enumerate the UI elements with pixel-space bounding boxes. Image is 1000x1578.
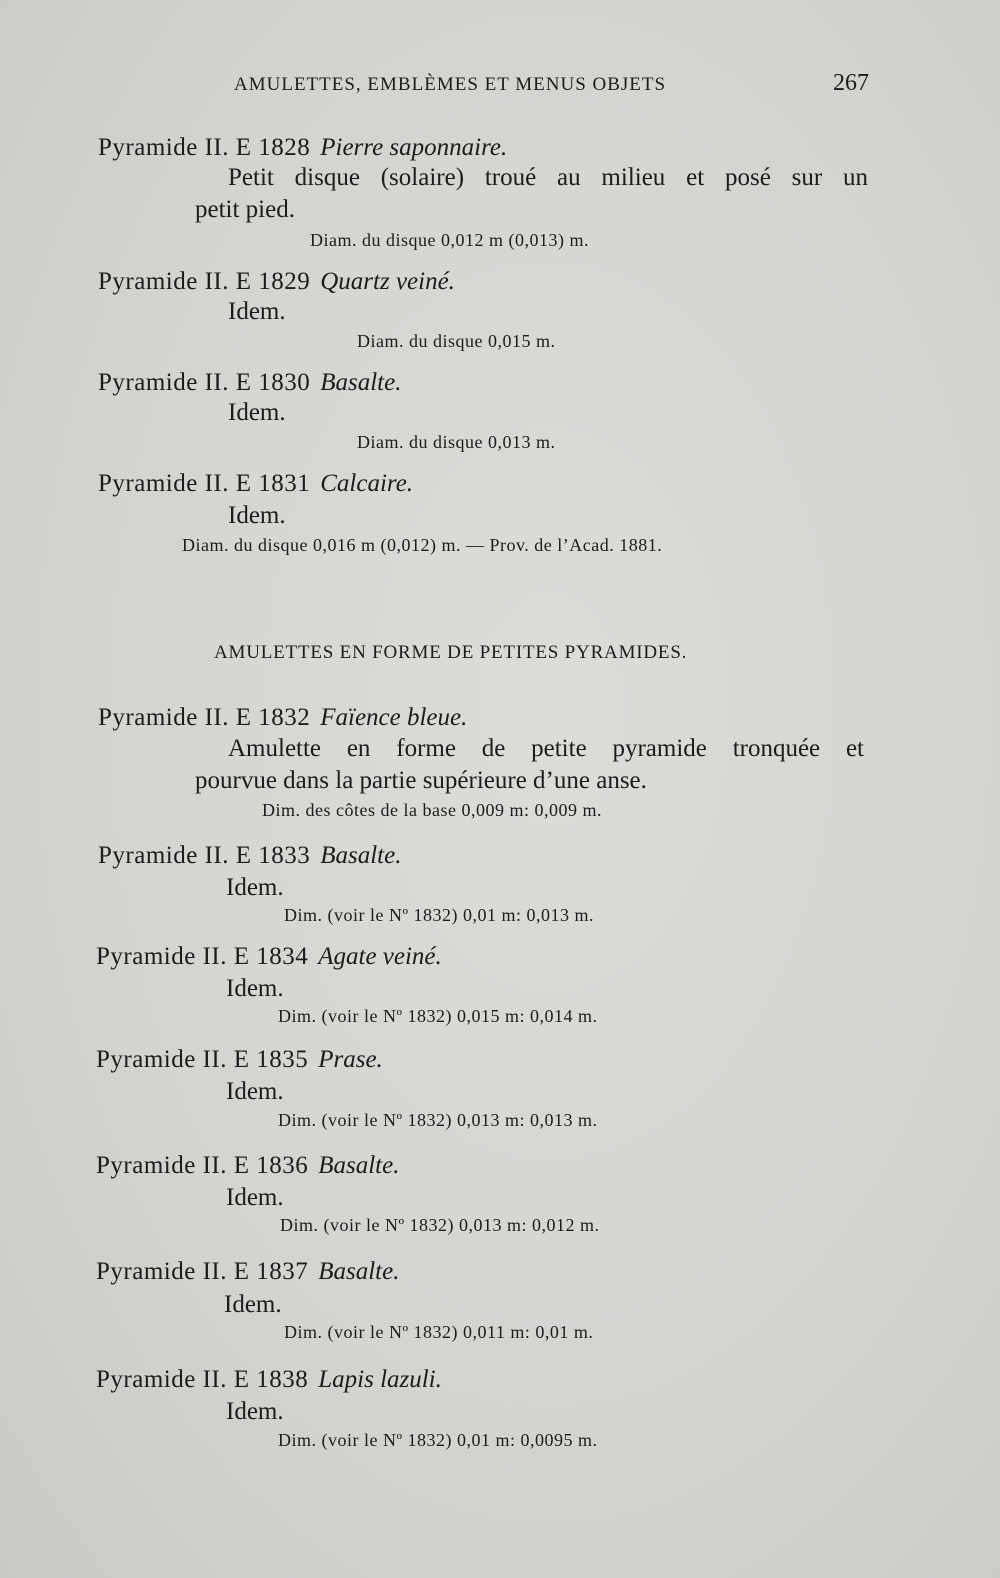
entry-heading	[98, 470, 413, 498]
entry-description: Idem.	[228, 298, 286, 325]
entry-heading	[98, 268, 455, 296]
entry-material: Prase.	[318, 1046, 383, 1073]
entry-label: Pyramide II. E 1833	[98, 842, 311, 869]
entry-description: Amulette en forme de petite pyramide tronquée et	[228, 735, 864, 762]
entry-heading	[98, 842, 401, 870]
entry-description-continued: pourvue dans la partie supérieure d’une anse.	[195, 767, 647, 794]
entry-label: Pyramide II. E 1828	[98, 134, 311, 161]
entry-dimensions: Dim. (voir le Nº 1832) 0,011 m: 0,01 m.	[284, 1322, 594, 1342]
entry-heading	[98, 134, 507, 162]
entry-label: Pyramide II. E 1834	[96, 943, 309, 970]
entry-dimensions: Dim. des côtes de la base 0,009 m: 0,009 m.	[262, 800, 602, 820]
entry-dimensions: Dim. (voir le Nº 1832) 0,013 m: 0,013 m.	[278, 1110, 598, 1130]
running-head: AMULETTES, EMBLÈMES ET MENUS OBJETS	[234, 74, 667, 95]
entry-description: Idem.	[226, 1184, 284, 1211]
entry-heading	[96, 943, 442, 971]
entry-material: Lapis lazuli.	[318, 1366, 442, 1393]
entry-heading	[98, 704, 467, 732]
entry-material: Quartz veiné.	[320, 268, 455, 295]
entry-heading	[96, 1366, 442, 1394]
entry-material: Faïence bleue.	[320, 704, 468, 731]
entry-description: Idem.	[226, 1078, 284, 1105]
entry-material: Basalte.	[318, 1152, 400, 1179]
entry-material: Pierre saponnaire.	[320, 134, 508, 161]
entry-dimensions: Diam. du disque 0,012 m (0,013) m.	[310, 230, 589, 250]
entry-label: Pyramide II. E 1835	[96, 1046, 309, 1073]
entry-label: Pyramide II. E 1836	[96, 1152, 309, 1179]
entry-description: Idem.	[224, 1291, 282, 1318]
entry-heading	[98, 369, 401, 397]
entry-material: Basalte.	[320, 369, 402, 396]
entry-description: Petit disque (solaire) troué au milieu et posé sur un	[228, 164, 868, 191]
entry-description-continued: petit pied.	[195, 196, 295, 223]
entry-description: Idem.	[226, 874, 284, 901]
entry-label: Pyramide II. E 1832	[98, 704, 311, 731]
entry-description: Idem.	[226, 975, 284, 1002]
entry-dimensions: Diam. du disque 0,016 m (0,012) m. — Prov. de l’Acad. 1881.	[182, 535, 663, 555]
entry-dimensions: Diam. du disque 0,015 m.	[357, 331, 556, 351]
entry-material: Basalte.	[320, 842, 402, 869]
entry-label: Pyramide II. E 1830	[98, 369, 311, 396]
entry-heading	[96, 1258, 399, 1286]
page-number: 267	[833, 70, 869, 96]
entry-heading	[96, 1046, 383, 1074]
entry-dimensions: Dim. (voir le Nº 1832) 0,015 m: 0,014 m.	[278, 1006, 598, 1026]
entry-heading	[96, 1152, 399, 1180]
entry-label: Pyramide II. E 1831	[98, 470, 311, 497]
entry-label: Pyramide II. E 1838	[96, 1366, 309, 1393]
entry-dimensions: Dim. (voir le Nº 1832) 0,013 m: 0,012 m.	[280, 1215, 600, 1235]
section-title: AMULETTES EN FORME DE PETITES PYRAMIDES.	[214, 642, 688, 663]
entry-description: Idem.	[228, 399, 286, 426]
entry-label: Pyramide II. E 1837	[96, 1258, 309, 1285]
entry-material: Calcaire.	[320, 470, 414, 497]
entry-description: Idem.	[226, 1398, 284, 1425]
entry-dimensions: Dim. (voir le Nº 1832) 0,01 m: 0,013 m.	[284, 905, 595, 925]
entry-material: Basalte.	[318, 1258, 400, 1285]
entry-material: Agate veiné.	[318, 943, 442, 970]
entry-label: Pyramide II. E 1829	[98, 268, 311, 295]
entry-dimensions: Dim. (voir le Nº 1832) 0,01 m: 0,0095 m.	[278, 1430, 598, 1450]
entry-description: Idem.	[228, 502, 286, 529]
entry-dimensions: Diam. du disque 0,013 m.	[357, 432, 556, 452]
